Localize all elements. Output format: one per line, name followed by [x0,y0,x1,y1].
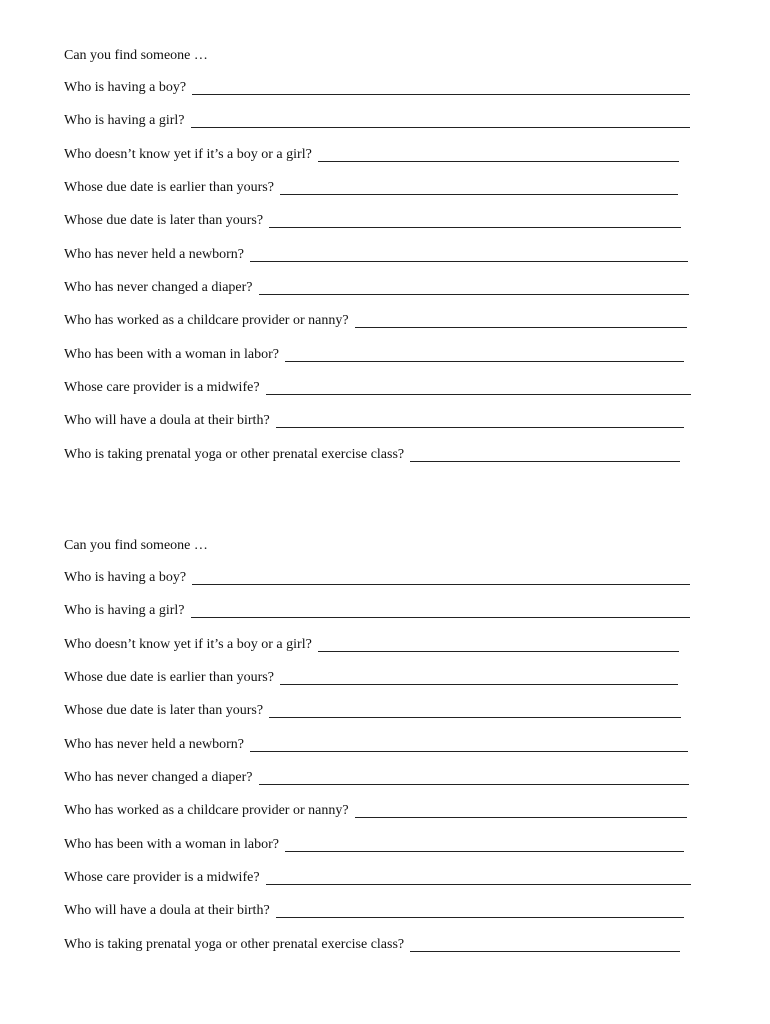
question-row [64,936,680,956]
answer-blank[interactable] [266,394,691,395]
question-text: Who is having a girl? [64,113,185,128]
question-row [64,346,684,366]
question-text: Whose care provider is a midwife? [64,380,260,395]
answer-blank[interactable] [266,884,691,885]
question-row [64,112,690,132]
question-text: Who will have a doula at their birth? [64,413,270,428]
question-text: Who is taking prenatal yoga or other prenatal exercise class? [64,447,405,462]
question-row [64,869,691,889]
question-row [64,702,681,722]
answer-blank[interactable] [259,784,689,785]
answer-blank[interactable] [276,917,684,918]
question-row [64,602,690,622]
question-text: Who has worked as a childcare provider or nanny? [64,803,349,818]
section-heading: Can you find someone … [64,48,208,63]
question-row [64,212,681,232]
question-text: Who has never changed a diaper? [64,280,253,295]
question-text: Whose due date is later than yours? [64,703,264,718]
answer-blank[interactable] [355,817,687,818]
answer-blank[interactable] [280,194,678,195]
answer-blank[interactable] [280,684,678,685]
question-row [64,836,684,856]
answer-blank[interactable] [250,751,688,752]
question-row [64,636,679,656]
question-text: Whose due date is later than yours? [64,213,264,228]
question-row [64,179,678,199]
answer-blank[interactable] [269,717,681,718]
answer-blank[interactable] [191,127,690,128]
question-row [64,902,684,922]
answer-blank[interactable] [355,327,687,328]
question-text: Who is having a boy? [64,570,187,585]
question-row [64,312,687,332]
question-text: Who has worked as a childcare provider or nanny? [64,313,349,328]
question-row [64,446,680,466]
question-text: Who has been with a woman in labor? [64,347,279,362]
question-text: Who doesn’t know yet if it’s a boy or a girl? [64,637,312,652]
question-row [64,79,690,99]
question-row [64,379,691,399]
question-row [64,669,678,689]
question-text: Who has never changed a diaper? [64,770,253,785]
answer-blank[interactable] [318,161,679,162]
answer-blank[interactable] [250,261,688,262]
question-text: Who doesn’t know yet if it’s a boy or a girl? [64,147,312,162]
question-text: Who has never held a newborn? [64,247,244,262]
answer-blank[interactable] [259,294,689,295]
answer-blank[interactable] [410,951,680,952]
question-text: Who is having a girl? [64,603,185,618]
find-someone-section-2 [64,536,724,952]
question-row [64,412,684,432]
question-row [64,802,687,822]
answer-blank[interactable] [318,651,679,652]
question-text: Who has been with a woman in labor? [64,837,279,852]
question-row [64,146,679,166]
question-row [64,569,690,589]
section-heading: Can you find someone … [64,538,208,553]
question-row [64,279,689,299]
answer-blank[interactable] [285,851,684,852]
question-row [64,736,688,756]
question-text: Whose due date is earlier than yours? [64,670,274,685]
find-someone-section-1 [64,46,724,462]
answer-blank[interactable] [410,461,680,462]
question-text: Who is taking prenatal yoga or other prenatal exercise class? [64,937,405,952]
question-text: Who has never held a newborn? [64,737,244,752]
question-row [64,246,688,266]
answer-blank[interactable] [276,427,684,428]
answer-blank[interactable] [192,584,690,585]
question-text: Who is having a boy? [64,80,187,95]
question-text: Who will have a doula at their birth? [64,903,270,918]
answer-blank[interactable] [192,94,690,95]
question-text: Whose care provider is a midwife? [64,870,260,885]
question-row [64,769,689,789]
answer-blank[interactable] [191,617,690,618]
answer-blank[interactable] [269,227,681,228]
question-text: Whose due date is earlier than yours? [64,180,274,195]
answer-blank[interactable] [285,361,684,362]
